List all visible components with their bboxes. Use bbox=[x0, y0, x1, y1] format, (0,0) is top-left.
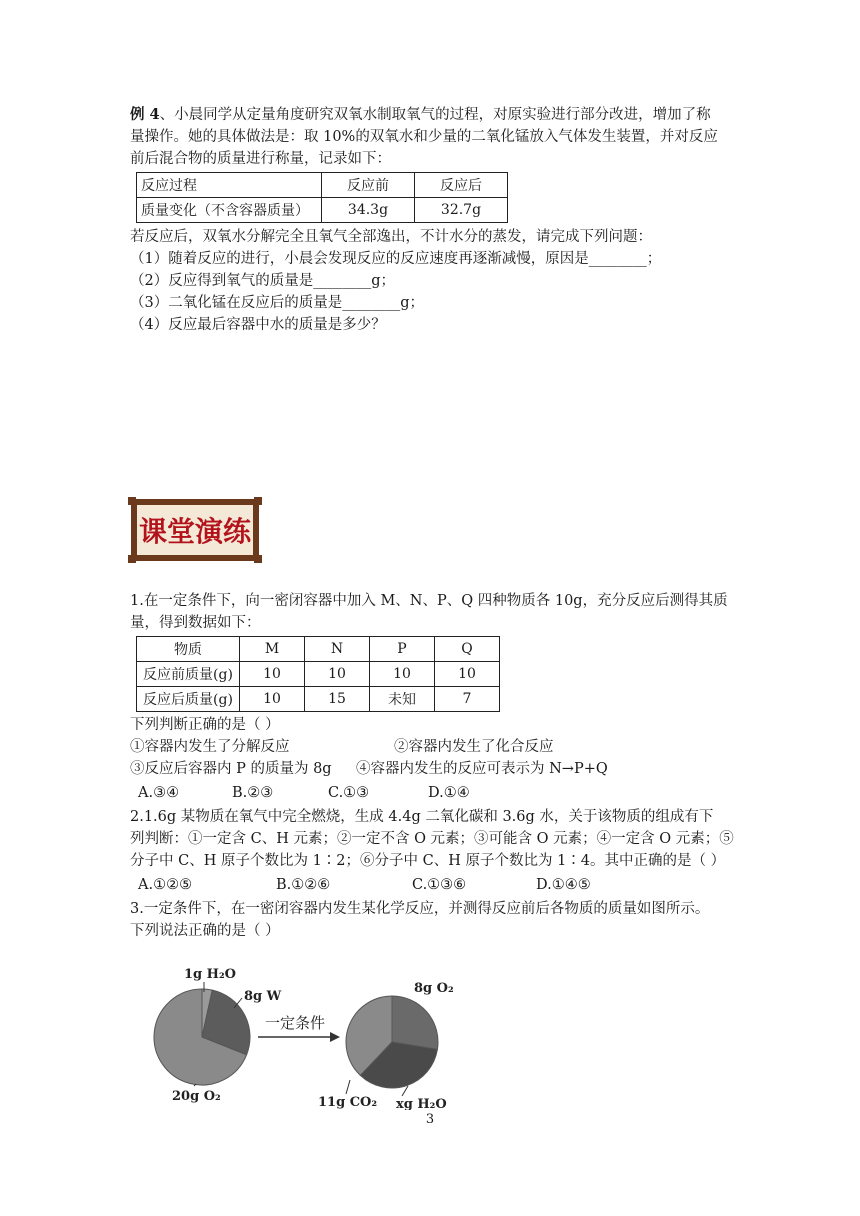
q1-table bbox=[136, 636, 500, 712]
example-4-after-0: 若反应后，双氧水分解完全且氧气全部逸出，不计水分的蒸发，请完成下列问题： bbox=[130, 229, 652, 245]
example-4-line-2: 量操作。她的具体做法是：取 10%的双氧水和少量的二氧化锰放入气体发生装置，并对反应 bbox=[130, 129, 718, 145]
q1-body bbox=[130, 714, 730, 780]
table-cell: Q bbox=[435, 637, 500, 662]
table-cell: P bbox=[370, 637, 435, 662]
q2-option-a: A.①②⑤ bbox=[138, 877, 193, 893]
pie-label: 1g H₂O bbox=[184, 967, 236, 982]
table-cell: 反应前 bbox=[322, 173, 415, 198]
q2-line-3: 分子中 C、H 原子个数比为 1∶2；⑥分子中 C、H 原子个数比为 1∶4。其中正确的是（ ） bbox=[130, 853, 726, 869]
example-4-intro bbox=[130, 104, 730, 170]
table-row bbox=[137, 662, 500, 687]
q2-option-b: B.①②⑥ bbox=[276, 877, 331, 893]
example-4-after-4: （4）反应最后容器中水的质量是多少？ bbox=[130, 317, 386, 333]
pie-label: 20g O₂ bbox=[172, 1089, 221, 1104]
pie-label: xg H₂O bbox=[396, 1097, 447, 1110]
page-number: 3 bbox=[425, 1112, 435, 1127]
table-row bbox=[137, 687, 500, 712]
example-4-questions bbox=[130, 226, 730, 336]
section-sign bbox=[128, 496, 262, 564]
q2-option-c: C.①③⑥ bbox=[412, 877, 467, 893]
pie-after bbox=[318, 981, 454, 1110]
pie-label: 11g CO₂ bbox=[318, 1095, 378, 1110]
q1-statements-row-1 bbox=[130, 736, 730, 758]
q1-option-a: A.③④ bbox=[138, 785, 180, 801]
q2-option-d: D.①④⑤ bbox=[536, 877, 591, 893]
table-cell: 质量变化（不含容器质量） bbox=[137, 198, 322, 223]
q3-line-1: 3.一定条件下，在一密闭容器内发生某化学反应，并测得反应前后各物质的质量如图所示。 bbox=[130, 901, 710, 917]
q2-body bbox=[130, 806, 734, 872]
q2-line-2: 列判断：①一定含 C、H 元素；②一定不含 O 元素；③可能含 O 元素；④一定含 O 元素；⑤ bbox=[130, 831, 734, 847]
q1-option-b: B.②③ bbox=[232, 785, 274, 801]
table-cell: 32.7g bbox=[415, 198, 508, 223]
table-cell: 反应后质量(g) bbox=[137, 687, 240, 712]
table-cell: M bbox=[240, 637, 305, 662]
example-4-after-2: （2）反应得到氧气的质量是________g； bbox=[130, 273, 396, 289]
example-4-after-3: （3）二氧化锰在反应后的质量是________g； bbox=[130, 295, 425, 311]
q1-intro bbox=[130, 590, 730, 634]
pie-label: 8g W bbox=[244, 989, 282, 1004]
pie-slice bbox=[392, 996, 438, 1049]
table-cell: 反应后 bbox=[415, 173, 508, 198]
example-4-line-1: 例 4、小晨同学从定量角度研究双氧水制取氧气的过程，对原实验进行部分改进，增加了称 bbox=[130, 106, 711, 123]
section-sign-text: 课堂演练 bbox=[138, 515, 252, 548]
pie-leader-line bbox=[346, 1080, 350, 1094]
example-4-table bbox=[136, 172, 508, 223]
reaction-arrow-label: 一定条件 bbox=[264, 1014, 326, 1032]
table-row bbox=[137, 173, 508, 198]
table-cell: 34.3g bbox=[322, 198, 415, 223]
reaction-arrow-head bbox=[330, 1032, 340, 1042]
q1-statement-3: ③反应后容器内 P 的质量为 8g bbox=[130, 761, 332, 777]
q1-statement-1: ①容器内发生了分解反应 bbox=[130, 739, 290, 755]
example-4-label: 例 4 bbox=[130, 106, 160, 123]
table-cell: 10 bbox=[240, 687, 305, 712]
q1-option-d: D.①④ bbox=[428, 785, 470, 801]
table-cell: 10 bbox=[305, 662, 370, 687]
pie-label: 8g O₂ bbox=[414, 981, 454, 996]
table-cell: 反应前质量(g) bbox=[137, 662, 240, 687]
example-4-line-3: 前后混合物的质量进行称量，记录如下： bbox=[130, 151, 391, 167]
table-cell: 10 bbox=[435, 662, 500, 687]
table-cell: N bbox=[305, 637, 370, 662]
q1-statement-2: ②容器内发生了化合反应 bbox=[394, 739, 554, 755]
q1-line-1: 1.在一定条件下，向一密闭容器中加入 M、N、P、Q 四种物质各 10g，充分反应后测得其质 bbox=[130, 593, 728, 609]
q1-prompt: 下列判断正确的是（ ） bbox=[130, 717, 280, 733]
q3-line-2: 下列说法正确的是（ ） bbox=[130, 923, 280, 939]
table-row bbox=[137, 198, 508, 223]
q1-option-c: C.①③ bbox=[328, 785, 370, 801]
table-cell: 反应过程 bbox=[137, 173, 322, 198]
q1-line-2: 量，得到数据如下： bbox=[130, 615, 261, 631]
example-4-after-1: （1）随着反应的进行，小晨会发现反应的反应速度再逐渐减慢，原因是________； bbox=[130, 251, 662, 267]
pie-before bbox=[154, 967, 282, 1104]
q3-body bbox=[130, 898, 730, 942]
table-cell: 未知 bbox=[370, 687, 435, 712]
table-row bbox=[137, 637, 500, 662]
q3-pie-diagram bbox=[140, 960, 460, 1110]
q1-statement-4: ④容器内发生的反应可表示为 N→P+Q bbox=[356, 761, 608, 777]
pie-leader-line bbox=[402, 1086, 408, 1096]
table-cell: 物质 bbox=[137, 637, 240, 662]
table-cell: 10 bbox=[370, 662, 435, 687]
q1-statements-row-2 bbox=[130, 758, 730, 780]
q2-line-1: 2.1.6g 某物质在氧气中完全燃烧，生成 4.4g 二氧化碳和 3.6g 水，关于该物质的组成有下 bbox=[130, 809, 714, 825]
table-cell: 15 bbox=[305, 687, 370, 712]
table-cell: 7 bbox=[435, 687, 500, 712]
table-cell: 10 bbox=[240, 662, 305, 687]
